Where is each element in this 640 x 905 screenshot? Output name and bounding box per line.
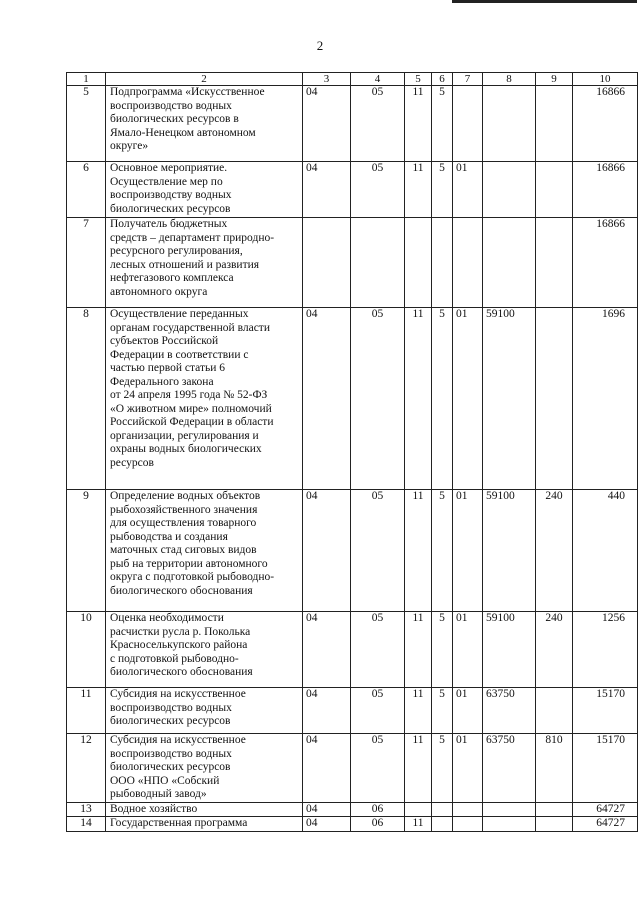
row-code-c10: 440 xyxy=(573,490,638,612)
row-code-c8: 59100 xyxy=(483,308,536,490)
row-code-c6: 5 xyxy=(432,688,453,734)
row-code-c5: 11 xyxy=(405,490,432,612)
row-code-c10: 64727 xyxy=(573,817,638,832)
top-border-line xyxy=(452,0,637,3)
row-number: 12 xyxy=(67,734,106,803)
row-name: Водное хозяйство xyxy=(106,802,303,817)
row-code-c3: 04 xyxy=(303,817,351,832)
row-code-c8: 63750 xyxy=(483,734,536,803)
row-code-c5: 11 xyxy=(405,612,432,688)
row-code-c3: 04 xyxy=(303,86,351,162)
row-code-c4: 05 xyxy=(351,612,405,688)
header-cell: 9 xyxy=(536,73,573,86)
row-code-c10: 15170 xyxy=(573,734,638,803)
row-number: 5 xyxy=(67,86,106,162)
header-cell: 3 xyxy=(303,73,351,86)
row-number: 6 xyxy=(67,162,106,218)
row-code-c10: 1256 xyxy=(573,612,638,688)
header-cell: 1 xyxy=(67,73,106,86)
header-cell: 2 xyxy=(106,73,303,86)
row-code-c5 xyxy=(405,802,432,817)
row-code-c6: 5 xyxy=(432,490,453,612)
row-code-c3: 04 xyxy=(303,490,351,612)
row-code-c9: 240 xyxy=(536,612,573,688)
row-code-c7: 01 xyxy=(453,162,483,218)
row-number: 9 xyxy=(67,490,106,612)
header-cell: 6 xyxy=(432,73,453,86)
row-code-c5: 11 xyxy=(405,817,432,832)
row-code-c7 xyxy=(453,817,483,832)
page-number: 2 xyxy=(316,38,324,53)
row-code-c10: 1696 xyxy=(573,308,638,490)
row-code-c6: 5 xyxy=(432,86,453,162)
row-code-c4: 05 xyxy=(351,490,405,612)
row-code-c9 xyxy=(536,162,573,218)
row-code-c4: 05 xyxy=(351,162,405,218)
budget-table xyxy=(66,72,638,832)
row-name: Основное мероприятие. Осуществление мер по воспроизводству водных биологических ресурсов xyxy=(106,162,303,218)
row-code-c5: 11 xyxy=(405,162,432,218)
row-number: 11 xyxy=(67,688,106,734)
row-code-c9 xyxy=(536,86,573,162)
header-cell: 10 xyxy=(573,73,638,86)
row-code-c10: 16866 xyxy=(573,162,638,218)
table-row xyxy=(67,734,638,803)
row-code-c6 xyxy=(432,817,453,832)
row-code-c7 xyxy=(453,802,483,817)
row-number: 14 xyxy=(67,817,106,832)
row-name: Оценка необходимости расчистки русла р. Поколька Красноселькупского района с подготовкой рыбоводно- биологического обоснования xyxy=(106,612,303,688)
row-code-c6: 5 xyxy=(432,734,453,803)
row-code-c9 xyxy=(536,802,573,817)
row-code-c6: 5 xyxy=(432,612,453,688)
row-name: Государственная программа xyxy=(106,817,303,832)
row-code-c4: 05 xyxy=(351,734,405,803)
table-row xyxy=(67,86,638,162)
row-code-c5 xyxy=(405,218,432,308)
row-code-c7: 01 xyxy=(453,612,483,688)
row-code-c6 xyxy=(432,802,453,817)
row-code-c8: 59100 xyxy=(483,490,536,612)
row-code-c8 xyxy=(483,218,536,308)
row-code-c8 xyxy=(483,817,536,832)
row-name: Определение водных объектов рыбохозяйственного значения для осуществления товарного рыбоводства и создания маточных стад сиговых видов рыб на территории автономного округа с подготовкой рыбоводно- биологического обоснования xyxy=(106,490,303,612)
row-code-c5: 11 xyxy=(405,734,432,803)
header-cell: 5 xyxy=(405,73,432,86)
table-row xyxy=(67,817,638,832)
table-row xyxy=(67,802,638,817)
row-code-c4: 05 xyxy=(351,688,405,734)
row-number: 7 xyxy=(67,218,106,308)
row-code-c10: 16866 xyxy=(573,86,638,162)
row-code-c8: 63750 xyxy=(483,688,536,734)
row-code-c7: 01 xyxy=(453,490,483,612)
row-code-c6: 5 xyxy=(432,308,453,490)
header-row xyxy=(67,73,638,86)
row-code-c3: 04 xyxy=(303,162,351,218)
row-code-c9 xyxy=(536,308,573,490)
row-number: 8 xyxy=(67,308,106,490)
row-code-c10: 16866 xyxy=(573,218,638,308)
table-row xyxy=(67,688,638,734)
row-code-c7: 01 xyxy=(453,734,483,803)
row-name: Подпрограмма «Искусственное воспроизводство водных биологических ресурсов в Ямало-Ненецком автономном округе» xyxy=(106,86,303,162)
table-row xyxy=(67,218,638,308)
row-code-c8 xyxy=(483,162,536,218)
table-row xyxy=(67,162,638,218)
row-code-c5: 11 xyxy=(405,86,432,162)
row-code-c3: 04 xyxy=(303,734,351,803)
header-cell: 7 xyxy=(453,73,483,86)
row-code-c8: 59100 xyxy=(483,612,536,688)
row-code-c9: 810 xyxy=(536,734,573,803)
table-row xyxy=(67,308,638,490)
row-code-c10: 15170 xyxy=(573,688,638,734)
row-code-c5: 11 xyxy=(405,308,432,490)
row-code-c3: 04 xyxy=(303,688,351,734)
row-code-c8 xyxy=(483,802,536,817)
row-number: 10 xyxy=(67,612,106,688)
row-code-c7: 01 xyxy=(453,308,483,490)
header-cell: 4 xyxy=(351,73,405,86)
row-code-c8 xyxy=(483,86,536,162)
row-number: 13 xyxy=(67,802,106,817)
row-code-c7 xyxy=(453,86,483,162)
row-name: Субсидия на искусственное воспроизводство водных биологических ресурсов ООО «НПО «Собский рыбоводный завод» xyxy=(106,734,303,803)
row-code-c9 xyxy=(536,218,573,308)
row-code-c3: 04 xyxy=(303,612,351,688)
row-name: Осуществление переданных органам государственной власти субъектов Российской Федерации в соответствии с частью первой статьи 6 Федерального закона от 24 апреля 1995 года № 52-ФЗ «О животном мире» полномочий Российской Федерации в области организации, регулирования и охраны водных биологических ресурсов xyxy=(106,308,303,490)
row-code-c9: 240 xyxy=(536,490,573,612)
table-row xyxy=(67,612,638,688)
row-code-c9 xyxy=(536,817,573,832)
row-code-c10: 64727 xyxy=(573,802,638,817)
row-code-c6 xyxy=(432,218,453,308)
row-code-c3: 04 xyxy=(303,802,351,817)
row-code-c6: 5 xyxy=(432,162,453,218)
row-code-c4: 05 xyxy=(351,308,405,490)
row-code-c7: 01 xyxy=(453,688,483,734)
header-cell: 8 xyxy=(483,73,536,86)
row-code-c4 xyxy=(351,218,405,308)
row-name: Субсидия на искусственное воспроизводство водных биологических ресурсов xyxy=(106,688,303,734)
row-code-c3: 04 xyxy=(303,308,351,490)
row-code-c4: 06 xyxy=(351,802,405,817)
row-name: Получатель бюджетных средств – департамент природно- ресурсного регулирования, лесных отношений и развития нефтегазового комплекса автономного округа xyxy=(106,218,303,308)
row-code-c9 xyxy=(536,688,573,734)
row-code-c4: 05 xyxy=(351,86,405,162)
row-code-c5: 11 xyxy=(405,688,432,734)
row-code-c7 xyxy=(453,218,483,308)
table-row xyxy=(67,490,638,612)
row-code-c4: 06 xyxy=(351,817,405,832)
row-code-c3 xyxy=(303,218,351,308)
